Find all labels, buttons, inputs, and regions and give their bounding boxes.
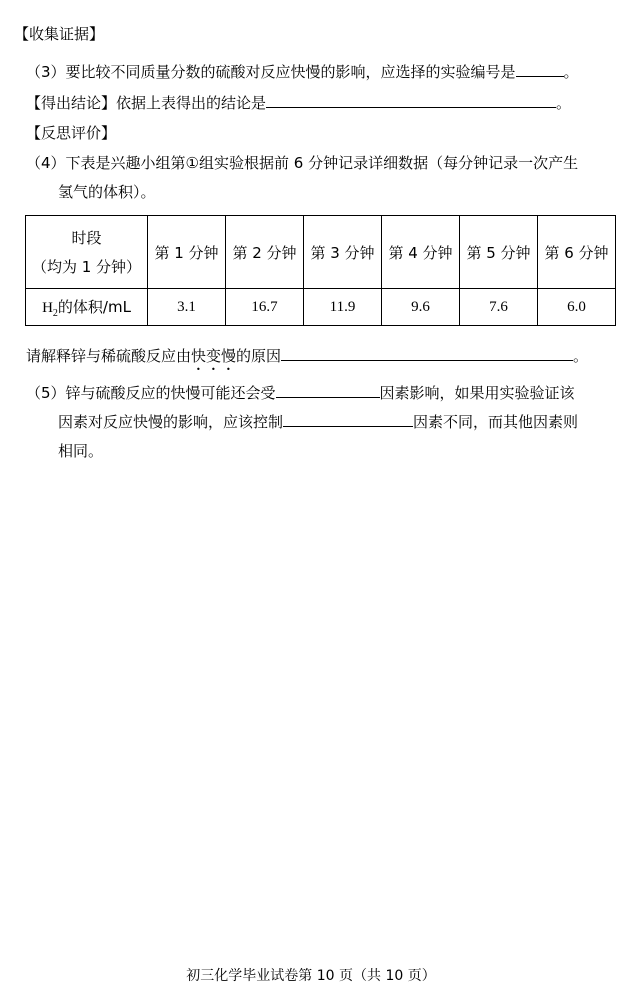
section-collect-evidence: 【收集证据】 bbox=[14, 25, 105, 43]
conclusion-label: 【得出结论】 bbox=[26, 94, 117, 112]
question-5-line1: （5）锌与硫酸反应的快慢可能还会受 因素影响，如果用实验验证该 bbox=[26, 384, 575, 402]
page-footer: 初三化学毕业试卷第 10 页（共 10 页） bbox=[186, 968, 436, 984]
question-4-line1: （4）下表是兴趣小组第①组实验根据前 6 分钟记录详细数据（每分钟记录一次产生 bbox=[26, 154, 579, 172]
table-cell-minute-1: 3.1 bbox=[148, 289, 226, 326]
table-cell-minute-5: 7.6 bbox=[460, 289, 538, 326]
answer-blank-q3[interactable] bbox=[516, 61, 564, 77]
conclusion-text: 依据上表得出的结论是 bbox=[116, 94, 267, 112]
table-cell-minute-2: 16.7 bbox=[226, 289, 304, 326]
explain-question: 请解释锌与稀硫酸反应由快变慢的原因 。 bbox=[26, 347, 589, 365]
section-reflection: 【反思评价】 bbox=[26, 124, 117, 142]
question-4-line2: 氢气的体积）。 bbox=[58, 183, 156, 201]
table-header-minute-5: 第 5 分钟 bbox=[460, 216, 538, 289]
conclusion-line: 【得出结论】依据上表得出的结论是 。 bbox=[26, 94, 572, 112]
answer-blank-q5-factor[interactable] bbox=[276, 382, 380, 398]
table-header-row bbox=[26, 216, 616, 289]
question-3: （3）要比较不同质量分数的硫酸对反应快慢的影响，应选择的实验编号是 。 bbox=[26, 63, 579, 81]
table-row-label: $H_2$的体积/mL bbox=[26, 289, 148, 326]
answer-blank-q5-control[interactable] bbox=[283, 411, 413, 427]
table-cell-minute-6: 6.0 bbox=[538, 289, 616, 326]
table-cell-minute-4: 9.6 bbox=[382, 289, 460, 326]
question-5-line3: 相同。 bbox=[58, 442, 104, 460]
question-5-line2: 因素对反应快慢的影响，应该控制 因素不同，而其他因素则 bbox=[58, 413, 579, 431]
table-header-minute-4: 第 4 分钟 bbox=[382, 216, 460, 289]
table-header-minute-6: 第 6 分钟 bbox=[538, 216, 616, 289]
hydrogen-volume-table bbox=[25, 215, 616, 326]
table-corner-cell: 时段 （均为 1 分钟） bbox=[26, 216, 148, 289]
answer-blank-conclusion[interactable] bbox=[266, 92, 556, 108]
table-row bbox=[26, 289, 616, 326]
table-header-minute-3: 第 3 分钟 bbox=[304, 216, 382, 289]
table-cell-minute-3: 11.9 bbox=[304, 289, 382, 326]
emphasis-text: 快变慢 bbox=[191, 347, 237, 365]
answer-blank-explain[interactable] bbox=[281, 345, 573, 361]
question-3-text: （3）要比较不同质量分数的硫酸对反应快慢的影响，应选择的实验编号是 bbox=[26, 63, 516, 81]
table-header-minute-1: 第 1 分钟 bbox=[148, 216, 226, 289]
table-header-minute-2: 第 2 分钟 bbox=[226, 216, 304, 289]
